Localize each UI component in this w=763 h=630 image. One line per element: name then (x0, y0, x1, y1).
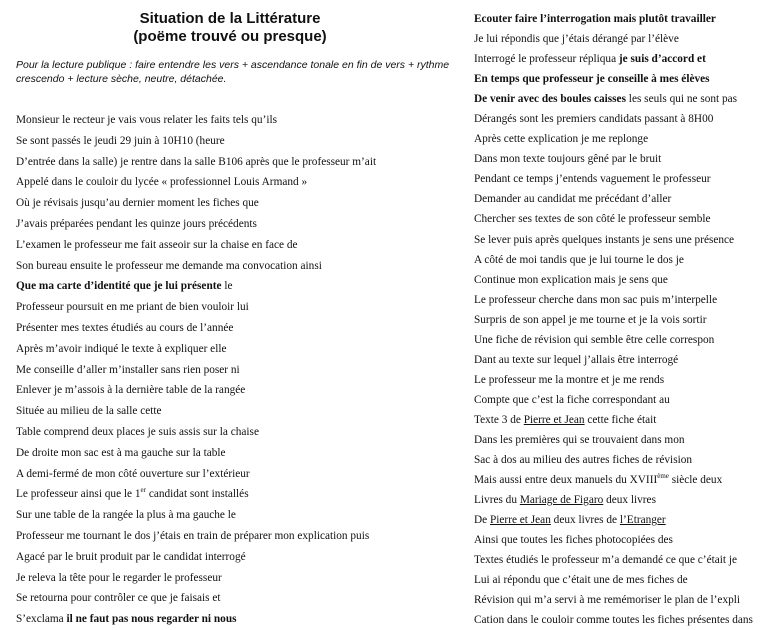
text-segment: Surpris de son appel je me tourne et je la vois sortir (474, 313, 707, 326)
right-poem-line (474, 69, 759, 89)
text-segment: Livres du (474, 494, 520, 507)
text-segment: Enlever je m’assois à la dernière table de la rangée (16, 384, 246, 397)
right-poem-line (474, 310, 759, 330)
right-poem-line (474, 410, 759, 430)
book-title: Pierre et Jean (490, 514, 551, 527)
text-segment: Cation dans le couloir comme toutes les fiches présentes dans (474, 614, 753, 627)
right-poem-line (474, 129, 759, 149)
right-poem-line (474, 550, 759, 570)
text-segment: Où je révisais jusqu’au dernier moment les fiches que (16, 197, 259, 210)
left-poem-line (16, 484, 456, 505)
document-title (80, 10, 380, 46)
right-poem-line (474, 430, 759, 450)
left-poem-line (16, 110, 456, 131)
text-segment: ème (657, 472, 669, 481)
bold-text: En temps que professeur je conseille à mes élèves (474, 73, 710, 86)
left-poem-line (16, 547, 456, 568)
reading-instructions: Pour la lecture publique : faire entendre les vers + ascendance tonale en fin de vers + rythme crescendo + lecture sèche, neutre, détachée. (16, 59, 450, 85)
right-poem-line (474, 250, 759, 270)
left-poem-line (16, 193, 456, 214)
right-poem-line (474, 610, 759, 630)
text-segment: Dans les premières qui se trouvaient dans mon (474, 433, 685, 446)
bold-text: De venir avec des boules caisses (474, 93, 626, 106)
text-segment: Lui ai répondu que c’était une de mes fiches de (474, 574, 688, 587)
text-segment: Sur une table de la rangée la plus à ma gauche le (16, 509, 236, 522)
text-segment: Interrogé le professeur répliqua (474, 53, 619, 66)
left-poem-line (16, 276, 456, 297)
text-segment: Agacé par le bruit produit par le candidat interrogé (16, 550, 246, 563)
left-poem-line (16, 588, 456, 609)
text-segment: L’examen le professeur me fait asseoir sur la chaise en face de (16, 238, 298, 251)
right-poem-line (474, 189, 759, 209)
text-segment: Mais aussi entre deux manuels du XVIII (474, 474, 658, 487)
text-segment: les seuls qui ne sont pas (625, 93, 738, 106)
left-poem-line (16, 505, 456, 526)
text-segment: Texte 3 de (474, 413, 524, 426)
left-poem-line (16, 152, 456, 173)
right-poem-line (474, 470, 759, 490)
left-poem-line (16, 568, 456, 589)
left-poem-line (16, 235, 456, 256)
left-poem-line (16, 526, 456, 547)
text-segment: Située au milieu de la salle cette (16, 405, 162, 418)
bold-text: il ne faut pas nous regarder ni nous (66, 613, 237, 626)
right-poem-line (474, 490, 759, 510)
right-column-poem (474, 9, 759, 630)
right-poem-line (474, 370, 759, 390)
text-segment: Je releva la tête pour le regarder le professeur (16, 571, 222, 584)
text-segment: De (474, 514, 490, 527)
text-segment: Après m’avoir indiqué le texte à expliquer elle (16, 342, 227, 355)
text-segment: Appelé dans le couloir du lycée « professionnel Louis Armand » (16, 176, 308, 189)
text-segment: S’exclama (16, 613, 67, 626)
left-poem-line (16, 443, 456, 464)
text-segment: er (140, 486, 146, 495)
text-segment: Continue mon explication mais je sens que (474, 273, 668, 286)
text-segment: Se lever puis après quelques instants je sens une présence (474, 233, 735, 246)
right-poem-line (474, 29, 759, 49)
text-segment: Une fiche de révision qui semble être celle correspon (474, 333, 715, 346)
right-poem-line (474, 270, 759, 290)
text-segment: Compte que c’est la fiche correspondant au (474, 393, 670, 406)
left-poem-line (16, 422, 456, 443)
left-poem-line (16, 172, 456, 193)
right-poem-line (474, 149, 759, 169)
text-segment: cette fiche était (584, 413, 657, 426)
text-segment: Dans mon texte toujours gêné par le bruit (474, 153, 662, 166)
right-poem-line (474, 570, 759, 590)
bold-text: je suis d’accord et (618, 53, 706, 66)
text-segment: candidat sont installés (146, 488, 249, 501)
right-poem-line (474, 390, 759, 410)
left-poem-line (16, 297, 456, 318)
bold-text: Que ma carte d’identité que je lui présente (16, 280, 222, 293)
text-segment: Le professeur me la montre et je me rends (474, 373, 665, 386)
text-segment: Dérangés sont les premiers candidats passant à 8H00 (474, 113, 714, 126)
text-segment: Le professeur cherche dans mon sac puis m’interpelle (474, 293, 718, 306)
right-poem-line (474, 49, 759, 69)
text-segment: Table comprend deux places je suis assis sur la chaise (16, 425, 259, 438)
left-poem-line (16, 360, 456, 381)
text-segment: Pendant ce temps j’entends vaguement le professeur (474, 173, 711, 186)
text-segment: Me conseille d’aller m’installer sans rien poser ni (16, 363, 240, 376)
right-poem-line (474, 330, 759, 350)
text-segment: Professeur poursuit en me priant de bien vouloir lui (16, 301, 249, 314)
left-poem-line (16, 214, 456, 235)
right-poem-line (474, 9, 759, 29)
book-title: l’Etranger (619, 514, 666, 527)
text-segment: Après cette explication je me replonge (474, 133, 649, 146)
text-segment: Je lui répondis que j’étais dérangé par l’élève (474, 33, 679, 46)
left-poem-line (16, 609, 456, 630)
title-line-1: Situation de la Littérature (139, 10, 321, 27)
right-poem-line (474, 530, 759, 550)
left-poem-line (16, 318, 456, 339)
right-poem-line (474, 169, 759, 189)
right-poem-line (474, 450, 759, 470)
text-segment: Ainsi que toutes les fiches photocopiées des (474, 534, 673, 547)
title-line-2: (poëme trouvé ou presque) (133, 28, 327, 45)
text-segment: deux livres (603, 494, 656, 507)
left-poem-line (16, 256, 456, 277)
text-segment: J’avais préparées pendant les quinze jours précédents (16, 217, 257, 230)
right-poem-line (474, 209, 759, 229)
bold-text: Ecouter faire l’interrogation mais plutôt travailler (474, 13, 716, 25)
left-poem-line (16, 380, 456, 401)
text-segment: Chercher ses textes de son côté le professeur semble (474, 213, 711, 226)
text-segment: Monsieur le recteur je vais vous relater les faits tels qu’ils (16, 114, 278, 126)
left-poem-line (16, 131, 456, 152)
text-segment: Révision qui m’a servi à me remémoriser le plan de l’expli (474, 594, 741, 607)
left-poem-line (16, 401, 456, 422)
right-poem-line (474, 350, 759, 370)
text-segment: Sac à dos au milieu des autres fiches de révision (474, 454, 693, 467)
text-segment: De droite mon sac est à ma gauche sur la table (16, 446, 226, 459)
right-poem-line (474, 290, 759, 310)
text-segment: D’entrée dans la salle) je rentre dans la salle B106 après que le professeur m’ait (16, 155, 377, 168)
text-segment: Son bureau ensuite le professeur me demande ma convocation ainsi (16, 259, 322, 272)
right-poem-line (474, 89, 759, 109)
text-segment: Présenter mes textes étudiés au cours de l’année (16, 321, 234, 334)
text-segment: A côté de moi tandis que je lui tourne le dos je (474, 253, 684, 266)
text-segment: Dant au texte sur lequel j’allais être interrogé (474, 353, 679, 366)
text-segment: Textes étudiés le professeur m’a demandé ce que c’était je (474, 554, 737, 567)
text-segment: siècle deux (668, 474, 723, 487)
text-segment: Le professeur ainsi que le 1 (16, 488, 141, 501)
text-segment: deux livres de (550, 514, 620, 527)
text-segment: A demi-fermé de mon côté ouverture sur l’extérieur (16, 467, 250, 480)
text-segment: le (221, 280, 233, 293)
text-segment: Se retourna pour contrôler ce que je faisais et (16, 592, 221, 605)
book-title: Mariage de Figaro (519, 494, 604, 507)
right-poem-line (474, 510, 759, 530)
right-poem-line (474, 230, 759, 250)
right-poem-line (474, 109, 759, 129)
text-segment: Professeur me tournant le dos j’étais en train de préparer mon explication puis (16, 529, 370, 542)
left-poem-line (16, 339, 456, 360)
right-poem-line (474, 590, 759, 610)
text-segment: Se sont passés le jeudi 29 juin à 10H10 (heure (16, 134, 225, 147)
book-title: Pierre et Jean (523, 413, 585, 426)
left-poem-line (16, 464, 456, 485)
left-column-poem (16, 110, 456, 630)
text-segment: Demander au candidat me précédant d’aller (474, 193, 672, 206)
